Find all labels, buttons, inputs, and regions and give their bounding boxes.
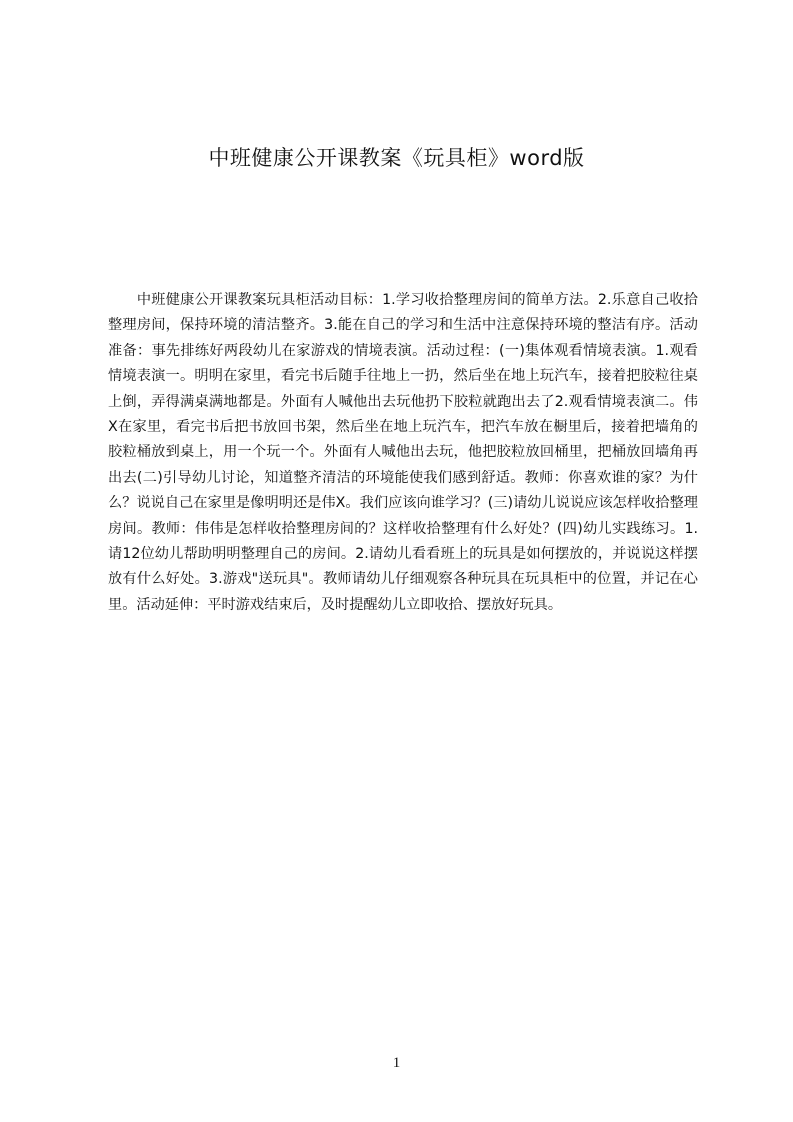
page-number: 1 xyxy=(392,1055,401,1071)
document-body-paragraph: 中班健康公开课教案玩具柜活动目标：1.学习收拾整理房间的简单方法。2.乐意自己收拾整理房间，保持环境的清洁整齐。3.能在自己的学习和生活中注意保持环境的整洁有序。活动准备：事先排练好两段幼儿在家游戏的情境表演。活动过程：(一)集体观看情境表演。1.观看情境表演一。明明在家里，看完书后随手往地上一扔，然后坐在地上玩汽车，接着把胶粒往桌上倒，弄得满桌满地都是。外面有人喊他出去玩他扔下胶粒就跑出去了2.观看情境表演二。伟 X在家里，看完书后把书放回书架，然后坐在地上玩汽车，把汽车放在橱里后，接着把墙角的胶粒桶放到桌上，用一个玩一个。外面有人喊他出去玩，他把胶粒放回桶里，把桶放回墙角再出去(二)引导幼儿讨论，知道整齐清洁的环境能使我们感到舒适。教师：你喜欢谁的家？为什么？说说自己在家里是像明明还是伟X。我们应该向谁学习？(三)请幼儿说说应该怎样收拾整理房间。教师：伟伟是怎样收拾整理房间的？这样收拾整理有什么好处？(四)幼儿实践练习。1.请12位幼儿帮助明明整理自己的房间。2.请幼儿看看班上的玩具是如何摆放的，并说说这样摆放有什么好处。3.游戏"送玩具"。教师请幼儿仔细观察各种玩具在玩具柜中的位置，并记在心里。活动延伸：平时游戏结束后，及时提醒幼儿立即收拾、摆放好玩具。 xyxy=(108,292,698,613)
document-title: 中班健康公开课教案《玩具柜》word版 xyxy=(208,146,585,170)
